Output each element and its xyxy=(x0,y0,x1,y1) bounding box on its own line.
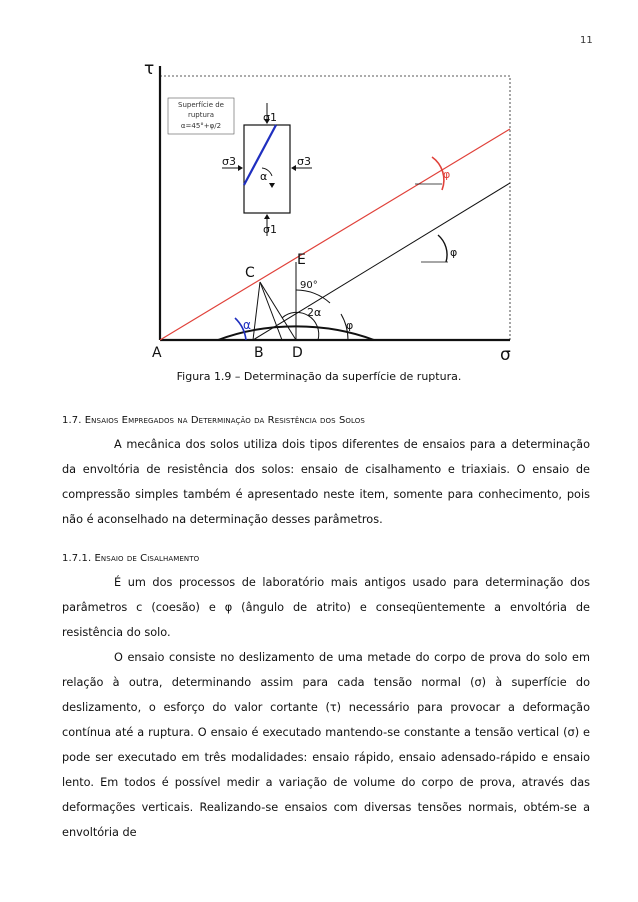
callout-line-1: Superfície de xyxy=(178,101,224,109)
point-e-label: E xyxy=(297,252,306,268)
callout-line-2: ruptura xyxy=(187,111,215,119)
sigma-axis-label: σ xyxy=(500,345,511,360)
angle-90-label: 90° xyxy=(300,280,318,291)
soil-sample xyxy=(244,125,290,213)
angle-phi-circle-label: φ xyxy=(346,319,354,332)
point-b-label: B xyxy=(254,345,264,360)
paragraph-2: É um dos processos de laboratório mais antigos usado para determinação dos parâmetros c (coesão) e φ (ângulo de atrito) e conseqüentemente a envoltória de resistência do solo. xyxy=(62,576,590,639)
section-1-7-1-title: Ensaio de Cisalhamento xyxy=(94,553,200,564)
page-number: 11 xyxy=(580,35,593,46)
phi-red-label: φ xyxy=(443,168,451,181)
rupture-surface-figure xyxy=(0,0,638,360)
section-1-7-1-heading xyxy=(62,553,199,564)
section-1-7-1-number: 1.7.1. xyxy=(62,553,95,564)
point-a-label: A xyxy=(152,345,162,360)
section-1-7-number: 1.7. xyxy=(62,415,85,426)
callout-line-3: α=45°+φ/2 xyxy=(180,122,222,130)
paragraph-1: A mecânica dos solos utiliza dois tipos diferentes de ensaios para a determinação da envoltória de resistência dos solos: ensaio de cisalhamento e triaxiais. O ensaio de compressão simples também é apresentado neste item, somente para conhecimento, pois não é aconselhado na determinação desses parâmetros. xyxy=(62,438,590,526)
phi-black-label: φ xyxy=(450,246,458,259)
paragraph-3: O ensaio consiste no deslizamento de uma metade do corpo de prova do solo em relação à outra, determinando assim para cada tensão normal (σ) à superfície do deslizamento, o esforço do valor cortante (τ) necessário para provocar a deformação contínua até a ruptura. O ensaio é executado mantendo-se constante a tensão vertical (σ) e pode ser executado em três modalidades: ensaio rápido, ensaio adensado-rápido e ensaio lento. Em todos é possível medir a variação de volume do corpo de prova, através das deformações verticais. Realizando-se ensaios com diversas tensões normais, obtém-se a envoltória de xyxy=(62,651,590,839)
sigma3-left-label: σ3 xyxy=(222,155,236,168)
alpha-sample-label: α xyxy=(260,170,268,183)
tau-axis-label: τ xyxy=(144,59,155,79)
arc-phi-black xyxy=(438,235,447,262)
sigma3-right-label: σ3 xyxy=(297,155,311,168)
failure-envelope-red xyxy=(160,129,510,340)
line-c-d xyxy=(260,282,296,340)
sigma1-top-label: σ1 xyxy=(263,111,277,124)
section-1-7-heading xyxy=(62,415,365,426)
line-b-c xyxy=(253,282,260,340)
section-1-7-title: Ensaios Empregados na Determinação da Resistência dos Solos xyxy=(84,415,365,426)
sigma1-bottom-label: σ1 xyxy=(263,223,277,236)
alpha-blue-label: α xyxy=(243,318,251,332)
point-d-label: D xyxy=(292,345,303,360)
point-c-label: C xyxy=(245,265,255,281)
line-c-radial xyxy=(260,282,282,340)
figure-caption: Figura 1.9 – Determinação da superfície de ruptura. xyxy=(176,370,462,383)
angle-2alpha-label: 2α xyxy=(307,306,322,319)
